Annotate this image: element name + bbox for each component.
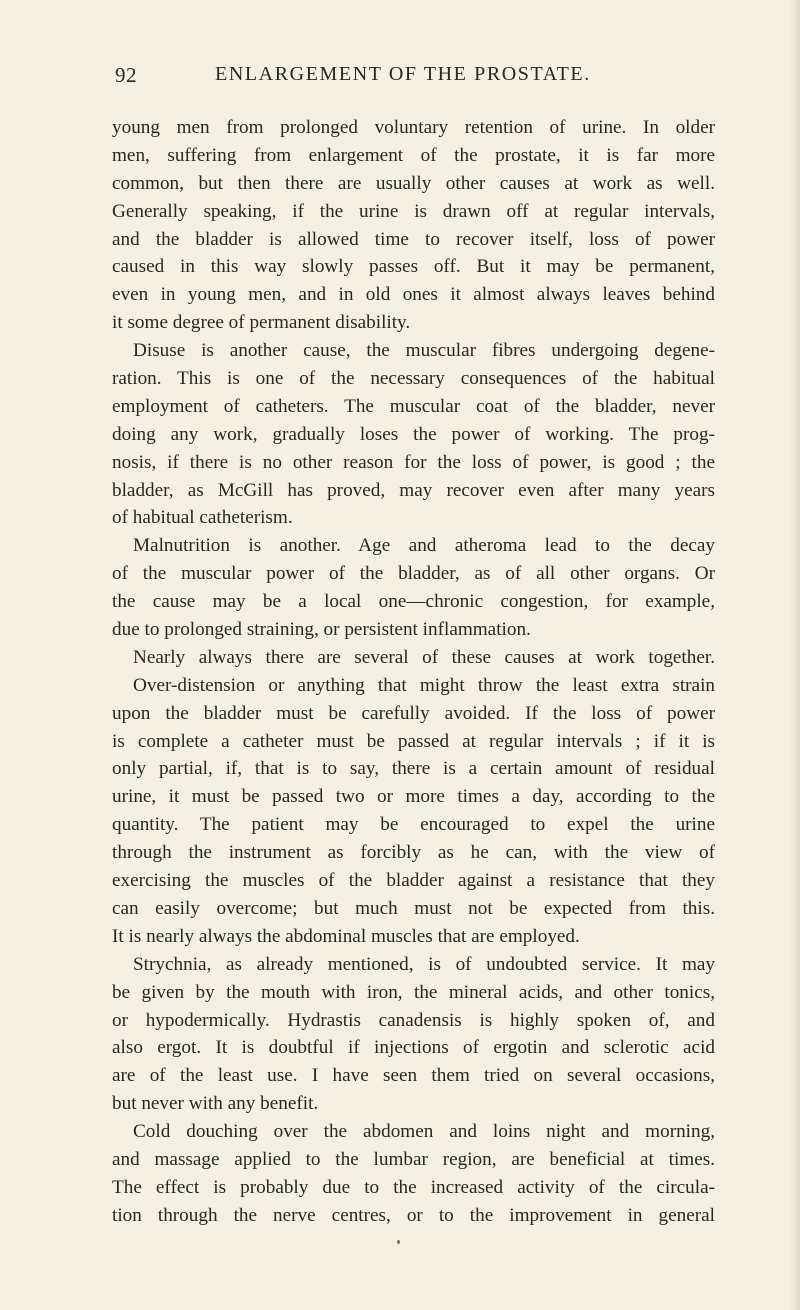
text-line: bladder, as McGill has proved, may recover even after many years <box>112 479 715 501</box>
text-line: Generally speaking, if the urine is drawn off at regular intervals, <box>112 200 715 222</box>
running-title: ENLARGEMENT OF THE PROSTATE. <box>215 63 591 85</box>
text-line: Nearly always there are several of these causes at work together. <box>133 646 715 668</box>
text-line: urine, it must be passed two or more times a day, according to the <box>112 786 715 808</box>
text-line: young men from prolonged voluntary retention of urine. In older <box>112 117 715 138</box>
text-line: but never with any benefit. <box>112 1093 319 1115</box>
print-speck <box>397 1240 400 1244</box>
text-line: and the bladder is allowed time to recover itself, loss of power <box>112 228 715 250</box>
text-line: due to prolonged straining, or persistent inflammation. <box>112 619 531 641</box>
text-line: It is nearly always the abdominal muscles that are employed. <box>112 925 580 947</box>
text-line: through the instrument as forcibly as he can, with the view of <box>112 842 715 864</box>
text-line: doing any work, gradually loses the power of working. The prog- <box>112 423 715 445</box>
text-line: and massage applied to the lumbar region, are beneficial at times. <box>112 1148 715 1170</box>
text-line: common, but then there are usually other causes at work as well. <box>112 172 715 194</box>
text-line: men, suffering from enlargement of the prostate, it is far more <box>112 144 715 166</box>
text-line: of the muscular power of the bladder, as of all other organs. Or <box>112 563 715 585</box>
text-line: exercising the muscles of the bladder against a resistance that they <box>112 870 715 892</box>
text-line: also ergot. It is doubtful if injections of ergotin and sclerotic acid <box>112 1037 715 1059</box>
text-line: employment of catheters. The muscular coat of the bladder, never <box>112 395 715 417</box>
text-line: Malnutrition is another. Age and atheroma lead to the decay <box>133 535 715 557</box>
text-line: Strychnia, as already mentioned, is of undoubted service. It may <box>133 953 715 975</box>
text-line: are of the least use. I have seen them tried on several occasions, <box>112 1065 715 1087</box>
page-header <box>115 63 713 93</box>
text-line: caused in this way slowly passes off. But it may be permanent, <box>112 256 715 278</box>
text-line: nosis, if there is no other reason for the loss of power, is good ; the <box>112 451 715 473</box>
page-number: 92 <box>115 63 137 87</box>
text-line: quantity. The patient may be encouraged to expel the urine <box>112 814 715 836</box>
text-line: or hypodermically. Hydrastis canadensis is highly spoken of, and <box>112 1009 715 1031</box>
text-line: the cause may be a local one—chronic congestion, for example, <box>112 591 715 613</box>
text-line: tion through the nerve centres, or to the improvement in general <box>112 1204 715 1226</box>
body-text <box>112 114 715 1230</box>
text-line: even in young men, and in old ones it almost always leaves behind <box>112 284 715 306</box>
text-line: be given by the mouth with iron, the mineral acids, and other tonics, <box>112 981 715 1003</box>
text-line: of habitual catheterism. <box>112 507 293 529</box>
text-line: upon the bladder must be carefully avoided. If the loss of power <box>112 702 715 724</box>
text-line: Cold douching over the abdomen and loins night and morning, <box>133 1121 715 1143</box>
text-line: Over-distension or anything that might throw the least extra strain <box>133 674 715 696</box>
text-line: can easily overcome; but much must not be expected from this. <box>112 897 715 919</box>
text-line: only partial, if, that is to say, there is a certain amount of residual <box>112 758 715 780</box>
text-line: Disuse is another cause, the muscular fibres undergoing degene- <box>133 340 715 362</box>
text-line: The effect is probably due to the increased activity of the circula- <box>112 1176 715 1198</box>
text-line: is complete a catheter must be passed at regular intervals ; if it is <box>112 730 715 752</box>
page-edge-shadow <box>790 0 800 1310</box>
text-line: ration. This is one of the necessary consequences of the habitual <box>112 368 715 390</box>
text-line: it some degree of permanent disability. <box>112 312 411 334</box>
